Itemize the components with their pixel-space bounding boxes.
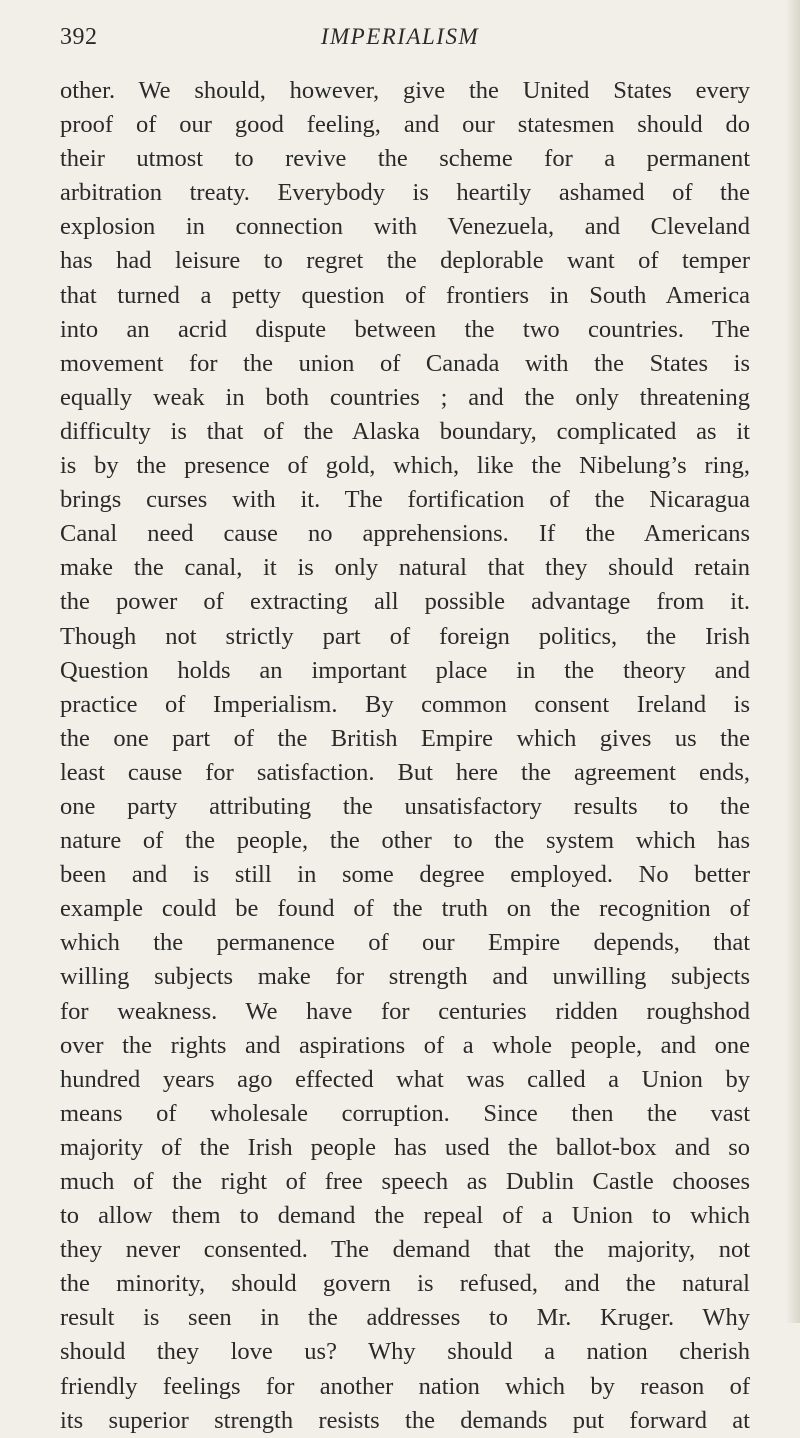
text-line: least cause for satisfaction. But here the agreement ends, [60, 758, 750, 786]
text-line: into an acrid dispute between the two countries. The [60, 315, 750, 343]
text-line: practice of Imperialism. By common consent Ireland is [60, 690, 750, 718]
text-line: has had leisure to regret the deplorable want of temper [60, 247, 750, 275]
text-line: other. We should, however, give the United States every [60, 77, 750, 104]
text-line: been and is still in some degree employed. No better [60, 861, 750, 889]
text-line: Question holds an important place in the theory and [60, 656, 750, 684]
text-line: friendly feelings for another nation which by reason of [60, 1372, 750, 1400]
text-line: the minority, should govern is refused, and the natural [60, 1270, 750, 1298]
text-line: Canal need cause no apprehensions. If the Americans [60, 520, 750, 548]
text-line: example could be found of the truth on the recognition of [60, 895, 750, 923]
page-edge-shadow [786, 0, 800, 1323]
text-line: the power of extracting all possible advantage from it. [60, 588, 750, 616]
text-line: arbitration treaty. Everybody is heartily ashamed of the [60, 179, 750, 207]
text-line: one party attributing the unsatisfactory results to the [60, 792, 750, 820]
text-line: its superior strength resists the demands put forward at [60, 1406, 750, 1434]
text-line: willing subjects make for strength and unwilling subjects [60, 963, 750, 991]
text-line: Though not strictly part of foreign politics, the Irish [60, 622, 750, 650]
text-line: difficulty is that of the Alaska boundary, complicated as it [60, 417, 750, 445]
text-line: they never consented. The demand that the majority, not [60, 1236, 750, 1264]
page-header [0, 14, 800, 54]
text-line: much of the right of free speech as Dublin Castle chooses [60, 1168, 750, 1195]
text-line: over the rights and aspirations of a whole people, and one [60, 1031, 750, 1059]
text-line: for weakness. We have for centuries ridden roughshod [60, 997, 750, 1025]
text-line: result is seen in the addresses to Mr. Kruger. Why [60, 1304, 750, 1332]
body-text [60, 74, 750, 1438]
text-line: movement for the union of Canada with the States is [60, 349, 750, 377]
text-line: nature of the people, the other to the system which has [60, 827, 750, 855]
text-line: brings curses with it. The fortification of the Nicaragua [60, 486, 750, 514]
text-line: to allow them to demand the repeal of a Union to which [60, 1202, 750, 1230]
text-line: should they love us? Why should a nation cherish [60, 1338, 750, 1366]
text-line: equally weak in both countries ; and the only threatening [60, 383, 750, 411]
text-line: their utmost to revive the scheme for a permanent [60, 145, 750, 173]
text-line: proof of our good feeling, and our statesmen should do [60, 111, 750, 139]
text-line: that turned a petty question of frontiers in South America [60, 281, 750, 309]
text-line: hundred years ago effected what was called a Union by [60, 1065, 750, 1093]
text-line: means of wholesale corruption. Since then the vast [60, 1099, 750, 1127]
text-line: explosion in connection with Venezuela, and Cleveland [60, 213, 750, 241]
text-line: is by the presence of gold, which, like the Nibelung’s ring, [60, 452, 750, 480]
text-line: the one part of the British Empire which gives us the [60, 724, 750, 752]
page-number: 392 [60, 24, 98, 50]
text-line: make the canal, it is only natural that they should retain [60, 554, 750, 582]
text-line: which the permanence of our Empire depends, that [60, 929, 750, 957]
running-title: IMPERIALISM [320, 24, 480, 49]
text-line: majority of the Irish people has used the ballot-box and so [60, 1133, 750, 1161]
